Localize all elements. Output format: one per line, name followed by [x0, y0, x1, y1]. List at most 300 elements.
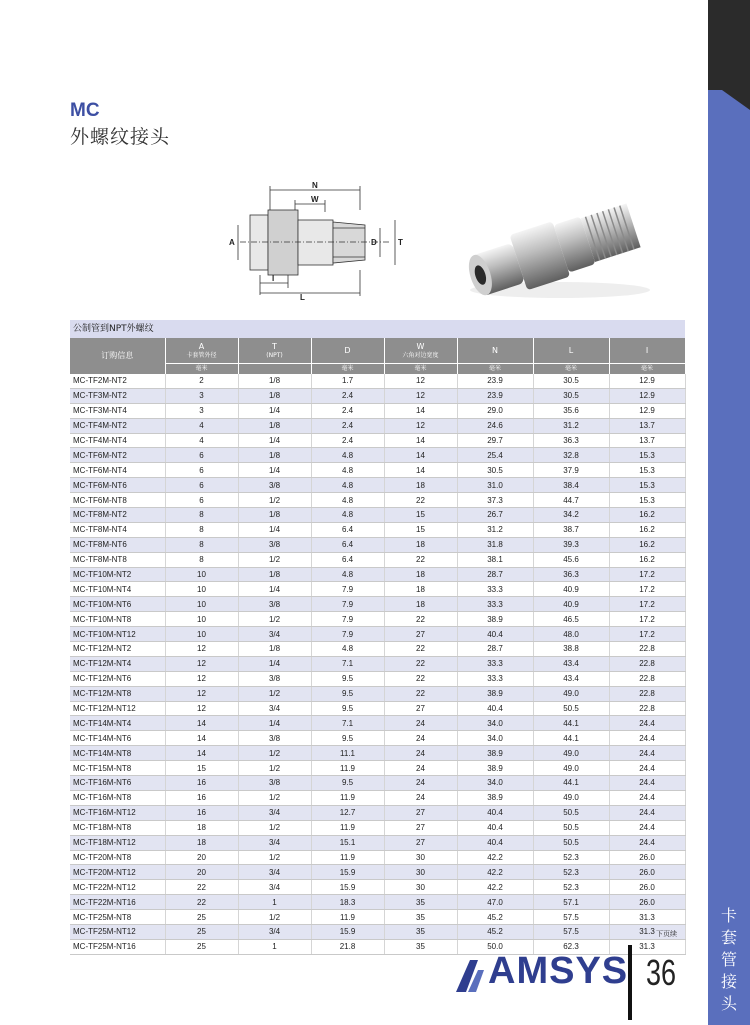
- table-cell: 7.9: [311, 612, 384, 627]
- table-cell: 42.2: [457, 850, 533, 865]
- table-cell-order-code: MC-TF12M-NT12: [70, 701, 165, 716]
- table-cell: 43.4: [533, 656, 609, 671]
- table-cell: 30: [384, 880, 457, 895]
- table-cell: 6: [165, 493, 238, 508]
- table-row: [70, 537, 685, 552]
- table-row: [70, 448, 685, 463]
- table-cell: 31.3: [609, 939, 685, 954]
- unit-l: 毫米: [533, 364, 609, 375]
- table-cell: 2.4: [311, 403, 384, 418]
- table-cell: 11.9: [311, 850, 384, 865]
- table-cell: 50.0: [457, 939, 533, 954]
- product-code: MC: [70, 100, 100, 121]
- table-cell: 22: [384, 671, 457, 686]
- table-cell: 28.7: [457, 642, 533, 657]
- table-cell: 29.0: [457, 403, 533, 418]
- table-row: [70, 567, 685, 582]
- header-a: A 卡套管外径: [165, 338, 238, 364]
- table-cell: 15.3: [609, 493, 685, 508]
- table-cell: 40.9: [533, 597, 609, 612]
- table-cell: 22.8: [609, 671, 685, 686]
- table-cell: 47.0: [457, 895, 533, 910]
- table-cell: 1/8: [238, 418, 311, 433]
- table-cell: 44.7: [533, 493, 609, 508]
- table-cell-order-code: MC-TF16M-NT6: [70, 776, 165, 791]
- unit-n: 毫米: [457, 364, 533, 375]
- table-cell: 36.3: [533, 433, 609, 448]
- table-cell: 4.8: [311, 508, 384, 523]
- table-cell: 18: [384, 597, 457, 612]
- table-cell-order-code: MC-TF10M-NT4: [70, 582, 165, 597]
- table-cell: 1: [238, 939, 311, 954]
- table-cell: 57.5: [533, 924, 609, 939]
- table-cell: 3/8: [238, 731, 311, 746]
- table-cell: 15.3: [609, 463, 685, 478]
- table-cell: 3/8: [238, 478, 311, 493]
- table-cell: 24: [384, 746, 457, 761]
- table-row: [70, 374, 685, 388]
- table-cell: 33.3: [457, 671, 533, 686]
- table-cell: 10: [165, 567, 238, 582]
- table-cell: 35: [384, 895, 457, 910]
- table-row: [70, 731, 685, 746]
- table-cell: 34.2: [533, 508, 609, 523]
- table-cell: 38.9: [457, 761, 533, 776]
- table-cell: 14: [384, 403, 457, 418]
- table-cell: 1/4: [238, 433, 311, 448]
- table-cell: 8: [165, 537, 238, 552]
- table-cell-order-code: MC-TF12M-NT8: [70, 686, 165, 701]
- table-cell: 3/8: [238, 597, 311, 612]
- table-cell: 15.9: [311, 924, 384, 939]
- table-cell: 38.4: [533, 478, 609, 493]
- table-cell: 24.4: [609, 716, 685, 731]
- table-cell: 50.5: [533, 805, 609, 820]
- table-cell: 24.6: [457, 418, 533, 433]
- table-cell: 38.9: [457, 612, 533, 627]
- table-cell: 15.3: [609, 448, 685, 463]
- table-row: [70, 671, 685, 686]
- table-cell: 1/8: [238, 508, 311, 523]
- table-cell: 38.7: [533, 522, 609, 537]
- table-cell: 52.3: [533, 850, 609, 865]
- table-cell: 4.8: [311, 642, 384, 657]
- table-cell: 27: [384, 835, 457, 850]
- table-cell: 16.2: [609, 552, 685, 567]
- table-cell-order-code: MC-TF25M-NT8: [70, 910, 165, 925]
- table-cell: 18: [384, 567, 457, 582]
- table-row: [70, 433, 685, 448]
- table-cell: 40.4: [457, 805, 533, 820]
- product-name: 外螺纹接头: [70, 126, 171, 148]
- table-cell: 40.4: [457, 820, 533, 835]
- table-cell: 6.4: [311, 552, 384, 567]
- continued-note: 下页续: [656, 930, 677, 938]
- unit-w: 毫米: [384, 364, 457, 375]
- table-cell: 16: [165, 790, 238, 805]
- table-cell: 42.2: [457, 880, 533, 895]
- table-cell: 10: [165, 627, 238, 642]
- table-row: [70, 388, 685, 403]
- table-caption: 公制管到NPT外螺纹: [70, 320, 685, 338]
- table-cell: 3/8: [238, 537, 311, 552]
- table-cell: 22: [384, 686, 457, 701]
- table-cell: 49.0: [533, 761, 609, 776]
- side-band: [708, 0, 750, 1025]
- table-cell: 1/2: [238, 910, 311, 925]
- table-cell-order-code: MC-TF20M-NT12: [70, 865, 165, 880]
- drawing-label-n: N: [312, 181, 318, 190]
- table-cell: 22: [165, 895, 238, 910]
- table-cell-order-code: MC-TF8M-NT2: [70, 508, 165, 523]
- table-row: [70, 478, 685, 493]
- table-cell: 3/8: [238, 776, 311, 791]
- table-cell: 1/2: [238, 850, 311, 865]
- table-cell: 24: [384, 731, 457, 746]
- table-cell: 22: [165, 880, 238, 895]
- table-cell: 28.7: [457, 567, 533, 582]
- table-cell-order-code: MC-TF6M-NT4: [70, 463, 165, 478]
- table-row: [70, 686, 685, 701]
- table-row: [70, 418, 685, 433]
- unit-d: 毫米: [311, 364, 384, 375]
- table-cell-order-code: MC-TF15M-NT8: [70, 761, 165, 776]
- table-cell: 1/2: [238, 790, 311, 805]
- table-row: [70, 597, 685, 612]
- table-cell: 30: [384, 865, 457, 880]
- table-cell: 18: [165, 820, 238, 835]
- table-row: [70, 924, 685, 939]
- table-cell: 12: [165, 686, 238, 701]
- table-cell: 31.8: [457, 537, 533, 552]
- table-cell: 24.4: [609, 776, 685, 791]
- table-row: [70, 805, 685, 820]
- table-cell: 45.2: [457, 924, 533, 939]
- table-row: [70, 508, 685, 523]
- table-cell: 11.9: [311, 820, 384, 835]
- table-cell: 11.9: [311, 910, 384, 925]
- table-cell: 3/4: [238, 924, 311, 939]
- table-cell: 15: [165, 761, 238, 776]
- table-cell: 45.2: [457, 910, 533, 925]
- table-cell: 34.0: [457, 776, 533, 791]
- specification-table: [70, 320, 685, 955]
- table-cell: 40.4: [457, 835, 533, 850]
- table-cell-order-code: MC-TF12M-NT6: [70, 671, 165, 686]
- table-cell: 14: [165, 731, 238, 746]
- table-cell: 22.8: [609, 686, 685, 701]
- table-cell: 6.4: [311, 522, 384, 537]
- table-row: [70, 746, 685, 761]
- table-cell: 1/8: [238, 642, 311, 657]
- unit-a: 毫米: [165, 364, 238, 375]
- table-cell-order-code: MC-TF22M-NT12: [70, 880, 165, 895]
- drawing-label-a: A: [229, 238, 235, 247]
- table-cell: 50.5: [533, 820, 609, 835]
- table-cell: 42.2: [457, 865, 533, 880]
- table-cell: 40.4: [457, 627, 533, 642]
- table-row: [70, 552, 685, 567]
- table-cell: 24: [384, 790, 457, 805]
- table-cell: 37.3: [457, 493, 533, 508]
- table-cell: 49.0: [533, 686, 609, 701]
- table-cell: 39.3: [533, 537, 609, 552]
- table-cell: 7.9: [311, 582, 384, 597]
- table-cell: 25.4: [457, 448, 533, 463]
- table-cell: 23.9: [457, 374, 533, 388]
- table-cell: 38.1: [457, 552, 533, 567]
- table-cell: 1/4: [238, 656, 311, 671]
- table-cell: 11.9: [311, 790, 384, 805]
- table-cell: 38.9: [457, 790, 533, 805]
- table-cell-order-code: MC-TF22M-NT16: [70, 895, 165, 910]
- table-cell-order-code: MC-TF14M-NT4: [70, 716, 165, 731]
- table-cell: 44.1: [533, 776, 609, 791]
- table-cell: 3: [165, 403, 238, 418]
- table-cell: 10: [165, 597, 238, 612]
- table-cell: 50.5: [533, 701, 609, 716]
- table-cell: 50.5: [533, 835, 609, 850]
- table-cell: 1/2: [238, 493, 311, 508]
- table-cell-order-code: MC-TF6M-NT8: [70, 493, 165, 508]
- table-cell: 1/8: [238, 448, 311, 463]
- table-cell: 3/4: [238, 805, 311, 820]
- table-cell-order-code: MC-TF6M-NT2: [70, 448, 165, 463]
- table-cell: 30.5: [533, 388, 609, 403]
- table-row: [70, 850, 685, 865]
- table-cell: 21.8: [311, 939, 384, 954]
- table-cell: 4.8: [311, 567, 384, 582]
- table-cell: 3/4: [238, 627, 311, 642]
- table-cell: 38.8: [533, 642, 609, 657]
- table-cell: 38.9: [457, 686, 533, 701]
- table-cell: 6: [165, 463, 238, 478]
- table-cell: 20: [165, 850, 238, 865]
- table-cell: 25: [165, 924, 238, 939]
- table-cell: 1/4: [238, 403, 311, 418]
- table-cell-order-code: MC-TF14M-NT8: [70, 746, 165, 761]
- table-cell: 7.9: [311, 597, 384, 612]
- table-cell: 29.7: [457, 433, 533, 448]
- table-cell: 35: [384, 910, 457, 925]
- table-cell: 24: [384, 776, 457, 791]
- table-cell: 62.3: [533, 939, 609, 954]
- table-cell: 49.0: [533, 790, 609, 805]
- table-cell: 14: [384, 433, 457, 448]
- table-cell: 12: [165, 701, 238, 716]
- header-l: L: [533, 338, 609, 364]
- table-cell: 3/4: [238, 835, 311, 850]
- table-cell: 12: [384, 374, 457, 388]
- table-cell: 20: [165, 865, 238, 880]
- table-cell: 57.1: [533, 895, 609, 910]
- table-cell: 17.2: [609, 567, 685, 582]
- table-cell: 16.2: [609, 537, 685, 552]
- table-cell-order-code: MC-TF3M-NT2: [70, 388, 165, 403]
- table-cell: 12.7: [311, 805, 384, 820]
- table-cell-order-code: MC-TF6M-NT6: [70, 478, 165, 493]
- table-cell: 1/2: [238, 820, 311, 835]
- table-cell: 17.2: [609, 582, 685, 597]
- table-cell: 11.9: [311, 761, 384, 776]
- header-d: D: [311, 338, 384, 364]
- table-cell: 18.3: [311, 895, 384, 910]
- table-cell: 6: [165, 448, 238, 463]
- table-cell-order-code: MC-TF12M-NT4: [70, 656, 165, 671]
- table-cell: 14: [384, 448, 457, 463]
- table-cell: 34.0: [457, 716, 533, 731]
- table-cell: 4: [165, 433, 238, 448]
- table-cell-order-code: MC-TF18M-NT8: [70, 820, 165, 835]
- table-cell: 12: [165, 671, 238, 686]
- table-cell: 9.5: [311, 776, 384, 791]
- table-cell-order-code: MC-TF10M-NT2: [70, 567, 165, 582]
- table-cell: 4.8: [311, 478, 384, 493]
- table-cell-order-code: MC-TF10M-NT8: [70, 612, 165, 627]
- table-header-row: [70, 338, 685, 364]
- table-cell: 1/8: [238, 374, 311, 388]
- table-cell: 24.4: [609, 820, 685, 835]
- table-cell: 36.3: [533, 567, 609, 582]
- table-cell: 7.1: [311, 656, 384, 671]
- table-cell: 16.2: [609, 508, 685, 523]
- table-row: [70, 612, 685, 627]
- table-cell: 26.0: [609, 895, 685, 910]
- table-cell: 40.9: [533, 582, 609, 597]
- table-cell: 27: [384, 805, 457, 820]
- table-cell: 2: [165, 374, 238, 388]
- table-row: [70, 463, 685, 478]
- table-cell-order-code: MC-TF12M-NT2: [70, 642, 165, 657]
- header-i: I: [609, 338, 685, 364]
- table-row: [70, 403, 685, 418]
- table-row: [70, 582, 685, 597]
- table-cell: 11.1: [311, 746, 384, 761]
- table-cell: 9.5: [311, 686, 384, 701]
- table-cell: 17.2: [609, 627, 685, 642]
- table-cell: 3: [165, 388, 238, 403]
- table-cell: 13.7: [609, 418, 685, 433]
- table-cell: 1: [238, 895, 311, 910]
- table-cell-order-code: MC-TF3M-NT4: [70, 403, 165, 418]
- table-cell: 22: [384, 612, 457, 627]
- table-row: [70, 656, 685, 671]
- table-cell-order-code: MC-TF4M-NT4: [70, 433, 165, 448]
- table-cell: 35.6: [533, 403, 609, 418]
- table-cell: 33.3: [457, 582, 533, 597]
- table-row: [70, 895, 685, 910]
- table-cell: 57.5: [533, 910, 609, 925]
- table-row: [70, 627, 685, 642]
- table-cell: 40.4: [457, 701, 533, 716]
- table-cell-order-code: MC-TF18M-NT12: [70, 835, 165, 850]
- table-cell: 37.9: [533, 463, 609, 478]
- table-cell: 24.4: [609, 835, 685, 850]
- table-cell: 14: [165, 716, 238, 731]
- table-cell: 34.0: [457, 731, 533, 746]
- table-cell: 27: [384, 627, 457, 642]
- table-cell: 8: [165, 522, 238, 537]
- table-cell: 4.8: [311, 463, 384, 478]
- table-cell: 22: [384, 552, 457, 567]
- table-cell: 1/8: [238, 567, 311, 582]
- table-cell: 30: [384, 850, 457, 865]
- table-cell: 7.9: [311, 627, 384, 642]
- table-cell: 22: [384, 656, 457, 671]
- table-row: [70, 522, 685, 537]
- table-cell-order-code: MC-TF16M-NT12: [70, 805, 165, 820]
- table-row: [70, 835, 685, 850]
- table-cell: 25: [165, 939, 238, 954]
- table-cell: 16: [165, 805, 238, 820]
- drawing-label-i: I: [272, 274, 275, 283]
- table-cell: 24.4: [609, 731, 685, 746]
- table-cell: 24: [384, 716, 457, 731]
- table-cell: 35: [384, 939, 457, 954]
- table-cell: 12.9: [609, 374, 685, 388]
- table-cell: 23.9: [457, 388, 533, 403]
- table-cell: 46.5: [533, 612, 609, 627]
- table-cell: 26.7: [457, 508, 533, 523]
- table-cell: 24: [384, 761, 457, 776]
- table-row: [70, 761, 685, 776]
- table-cell-order-code: MC-TF2M-NT2: [70, 374, 165, 388]
- footer-divider: [628, 945, 632, 1020]
- table-cell: 3/4: [238, 880, 311, 895]
- table-cell: 16.2: [609, 522, 685, 537]
- table-cell: 44.1: [533, 731, 609, 746]
- table-cell-order-code: MC-TF4M-NT2: [70, 418, 165, 433]
- table-cell: 4: [165, 418, 238, 433]
- table-cell: 30.5: [533, 374, 609, 388]
- table-cell: 24.4: [609, 790, 685, 805]
- table-cell: 9.5: [311, 701, 384, 716]
- side-category-label: 卡套管接头: [720, 906, 737, 1013]
- table-cell-order-code: MC-TF20M-NT8: [70, 850, 165, 865]
- header-order-info: 订购信息: [70, 338, 165, 374]
- drawing-label-d: D: [371, 238, 377, 247]
- table-cell: 6.4: [311, 537, 384, 552]
- table-cell: 7.1: [311, 716, 384, 731]
- table-cell: 31.2: [457, 522, 533, 537]
- table-cell: 8: [165, 552, 238, 567]
- table-cell: 45.6: [533, 552, 609, 567]
- table-cell: 1/4: [238, 582, 311, 597]
- table-cell-order-code: MC-TF10M-NT6: [70, 597, 165, 612]
- table-cell: 1/4: [238, 716, 311, 731]
- page-number: 36: [646, 952, 677, 993]
- table-cell-order-code: MC-TF8M-NT8: [70, 552, 165, 567]
- unit-t: [238, 364, 311, 375]
- table-cell: 14: [165, 746, 238, 761]
- table-row: [70, 716, 685, 731]
- table-cell: 2.4: [311, 388, 384, 403]
- table-cell: 1/8: [238, 388, 311, 403]
- table-cell: 1/2: [238, 761, 311, 776]
- table-cell: 17.2: [609, 612, 685, 627]
- table-cell: 49.0: [533, 746, 609, 761]
- table-cell: 12: [384, 418, 457, 433]
- table-cell: 38.9: [457, 746, 533, 761]
- table-cell: 1/2: [238, 686, 311, 701]
- table-row: [70, 880, 685, 895]
- table-cell: 12.9: [609, 403, 685, 418]
- table-cell: 15: [384, 508, 457, 523]
- table-cell: 16: [165, 776, 238, 791]
- side-band-wedge: [708, 80, 750, 110]
- drawing-label-w: W: [311, 195, 319, 204]
- table-cell: 26.0: [609, 865, 685, 880]
